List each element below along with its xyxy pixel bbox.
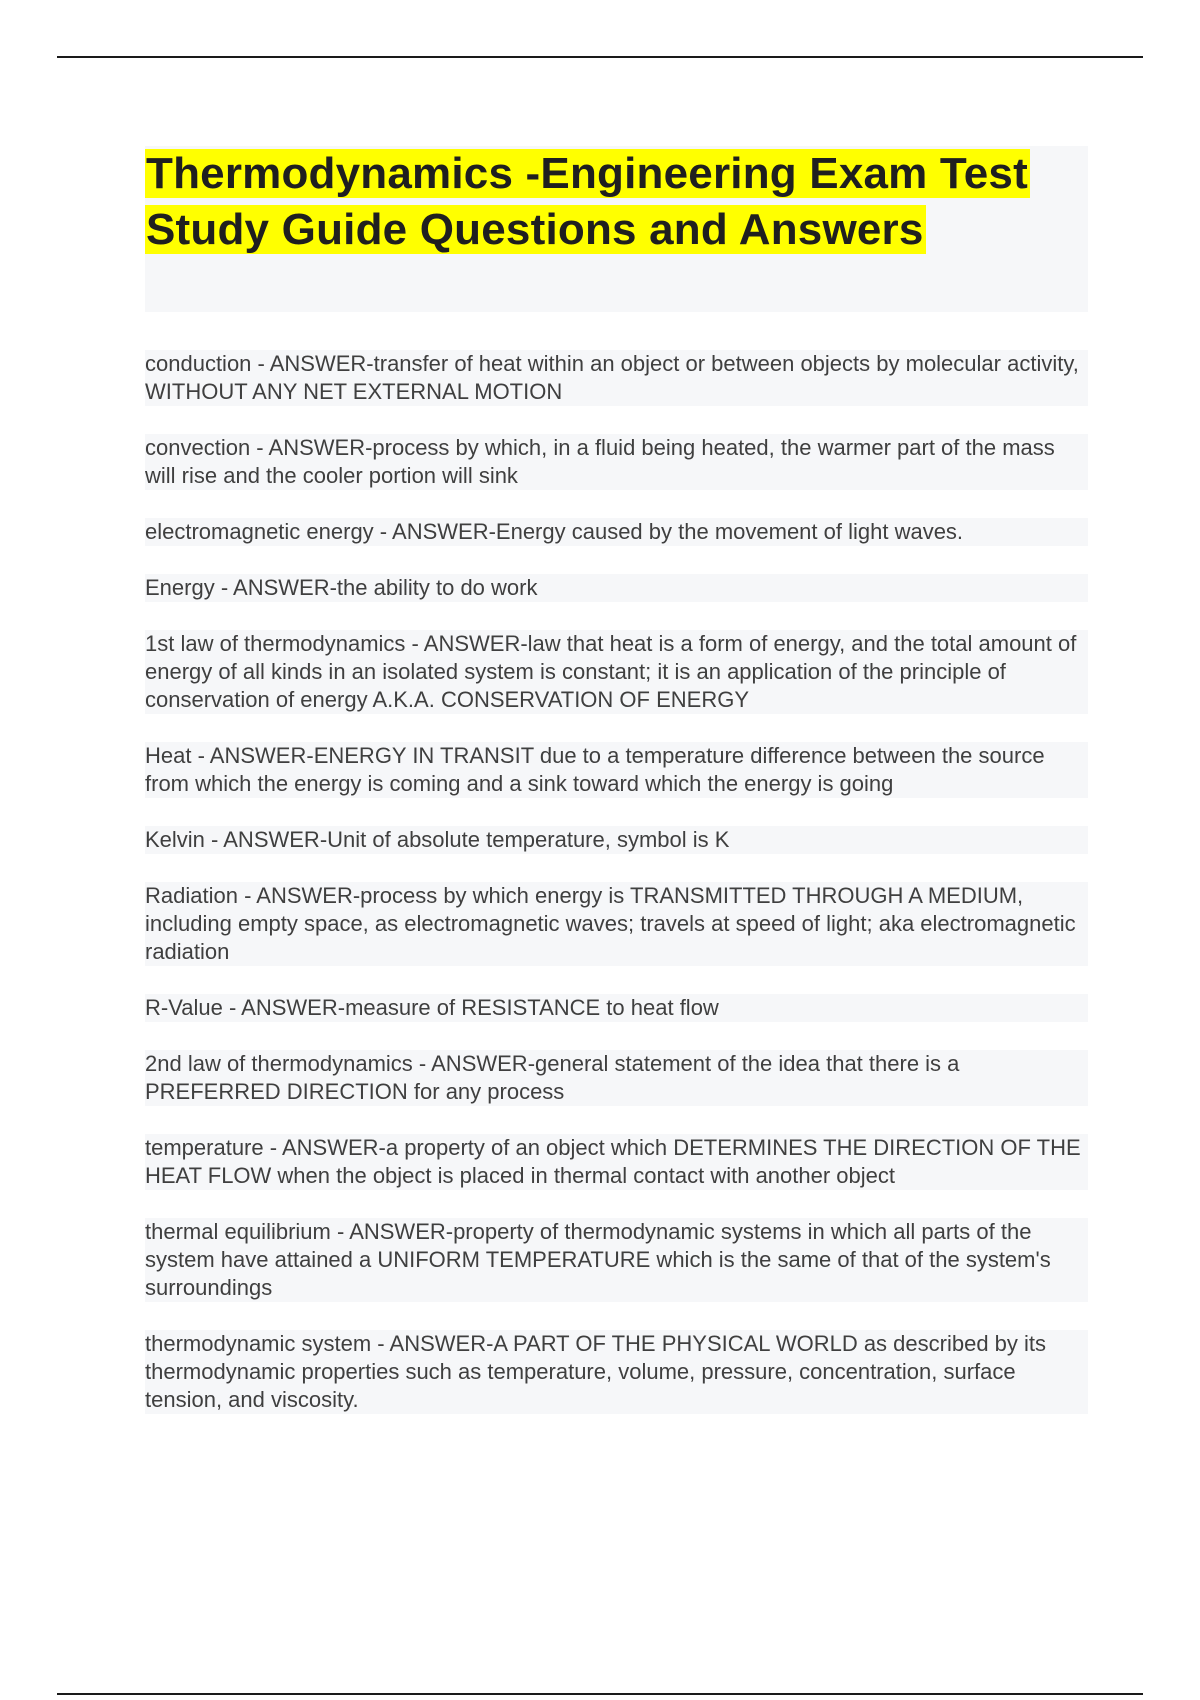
qa-item-radiation: Radiation - ANSWER-process by which energy is TRANSMITTED THROUGH A MEDIUM, including empty space, as electromagnetic waves; travels at speed of light; aka electromagnetic radiation <box>145 882 1088 966</box>
qa-item-first-law: 1st law of thermodynamics - ANSWER-law that heat is a form of energy, and the total amount of energy of all kinds in an isolated system is constant; it is an application of the principle of conservation of energy A.K.A. CONSERVATION OF ENERGY <box>145 630 1088 714</box>
qa-item-thermodynamic-system: thermodynamic system - ANSWER-A PART OF THE PHYSICAL WORLD as described by its thermodynamic properties such as temperature, volume, pressure, concentration, surface tension, and viscosity. <box>145 1330 1088 1414</box>
document-title <box>145 146 1088 258</box>
title-highlight: Thermodynamics -Engineering Exam Test Study Guide Questions and Answers <box>146 149 1028 254</box>
title-block <box>145 146 1088 312</box>
qa-item-temperature: temperature - ANSWER-a property of an object which DETERMINES THE DIRECTION OF THE HEAT FLOW when the object is placed in thermal contact with another object <box>145 1134 1088 1190</box>
qa-item-second-law: 2nd law of thermodynamics - ANSWER-general statement of the idea that there is a PREFERRED DIRECTION for any process <box>145 1050 1088 1106</box>
qa-item-electromagnetic-energy: electromagnetic energy - ANSWER-Energy caused by the movement of light waves. <box>145 518 1088 546</box>
qa-item-convection: convection - ANSWER-process by which, in a fluid being heated, the warmer part of the mass will rise and the cooler portion will sink <box>145 434 1088 490</box>
document-body <box>145 146 1088 1442</box>
top-rule <box>57 56 1143 58</box>
bottom-rule <box>57 1693 1143 1695</box>
qa-item-energy: Energy - ANSWER-the ability to do work <box>145 574 1088 602</box>
qa-item-conduction: conduction - ANSWER-transfer of heat within an object or between objects by molecular activity, WITHOUT ANY NET EXTERNAL MOTION <box>145 350 1088 406</box>
qa-item-heat: Heat - ANSWER-ENERGY IN TRANSIT due to a temperature difference between the source from which the energy is coming and a sink toward which the energy is going <box>145 742 1088 798</box>
qa-item-r-value: R-Value - ANSWER-measure of RESISTANCE to heat flow <box>145 994 1088 1022</box>
qa-list <box>145 350 1088 1414</box>
qa-item-kelvin: Kelvin - ANSWER-Unit of absolute temperature, symbol is K <box>145 826 1088 854</box>
qa-item-thermal-equilibrium: thermal equilibrium - ANSWER-property of thermodynamic systems in which all parts of the system have attained a UNIFORM TEMPERATURE which is the same of that of the system's surroundings <box>145 1218 1088 1302</box>
